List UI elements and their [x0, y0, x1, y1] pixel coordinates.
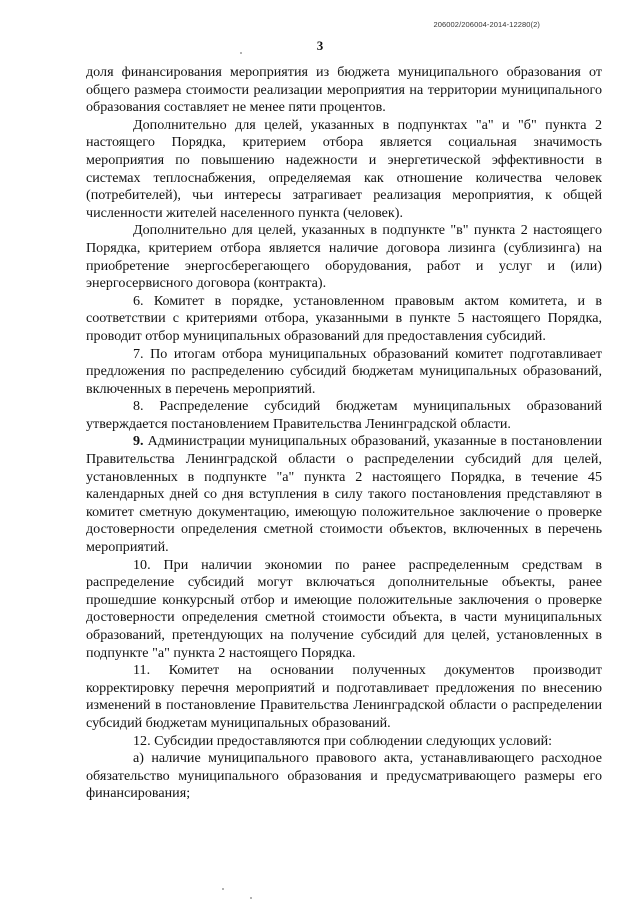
- item-9-text: Администрации муниципальных образований, указанные в постановлении Правительства Ленинградской области о распределении субсидий для целей, установленных в подпункте "а" пункта 2 настоящего Порядка, в течение 45 календарных дней со дня вступления в силу такого постановления представляют в комитет сметную документацию, имеющую положительное заключение о проверке достоверности определения сметной стоимости объектов, включенных в перечень мероприятий.: [86, 433, 602, 556]
- scan-speck: [222, 888, 224, 890]
- paragraph-share-financing: доля финансирования мероприятия из бюджета муниципального образования от общего размера стоимости реализации мероприятия на территории муниципального образования составляет не менее пяти процентов.: [86, 64, 602, 116]
- page-number: 3: [316, 38, 324, 53]
- paragraph-item-10: 10. При наличии экономии по ранее распределенным средствам в распределение субсидий могут включаться дополнительные объекты, ранее прошедшие конкурсный отбор и имеющие положительные заключения о проверке достоверности определения сметной стоимости объекта, в части муниципальных образований, претендующих на получение субсидий для целей, установленных в подпункте "а" пункта 2 настоящего Порядка.: [86, 556, 602, 661]
- scan-speck: [240, 52, 242, 54]
- paragraph-social-significance: Дополнительно для целей, указанных в подпунктах "а" и "б" пункта 2 настоящего Порядка, критерием отбора является социальная значимость мероприятия по повышению надежности и энергетической эффективности в системах теплоснабжения, определяемая как отношение количества человек (потребителей), чьи интересы затрагивает реализация мероприятия, к общей численности жителей населенного пункта (человек).: [86, 116, 602, 221]
- document-body: [86, 64, 602, 803]
- paragraph-item-12: 12. Субсидии предоставляются при соблюдении следующих условий:: [133, 732, 553, 749]
- paragraph-item-6: 6. Комитет в порядке, установленном правовым актом комитета, и в соответствии с критериями отбора, указанными в пункте 5 настоящего Порядка, проводит отбор муниципальных образований для предоставления субсидий.: [86, 292, 602, 344]
- paragraph-leasing-criterion: Дополнительно для целей, указанных в подпункте "в" пункта 2 настоящего Порядка, критерием отбора является наличие договора лизинга (сублизинга) на приобретение энергосберегающего оборудования, работ и услуг и (или) энергосервисного договора (контракта).: [86, 222, 602, 292]
- paragraph-item-11: 11. Комитет на основании полученных документов производит корректировку перечня мероприятий и подготавливает предложения по внесению изменений в постановление Правительства Ленинградской области о распределении субсидий бюджетам муниципальных образований.: [86, 662, 602, 731]
- paragraph-item-7: 7. По итогам отбора муниципальных образований комитет подготавливает предложения по распределению субсидий бюджетам муниципальных образований, включенных в перечень мероприятий.: [86, 345, 602, 397]
- paragraph-item-12a: а) наличие муниципального правового акта, устанавливающего расходное обязательство муниципального образования и предусматривающего размеры его финансирования;: [86, 750, 602, 802]
- document-code: 206002/206004-2014-12280(2): [433, 20, 540, 29]
- paragraph-item-8: 8. Распределение субсидий бюджетам муниципальных образований утверждается постановлением Правительства Ленинградской области.: [86, 398, 602, 432]
- paragraph-item-9: [86, 433, 602, 556]
- item-9-number: 9.: [133, 433, 144, 450]
- scan-speck: [250, 897, 252, 899]
